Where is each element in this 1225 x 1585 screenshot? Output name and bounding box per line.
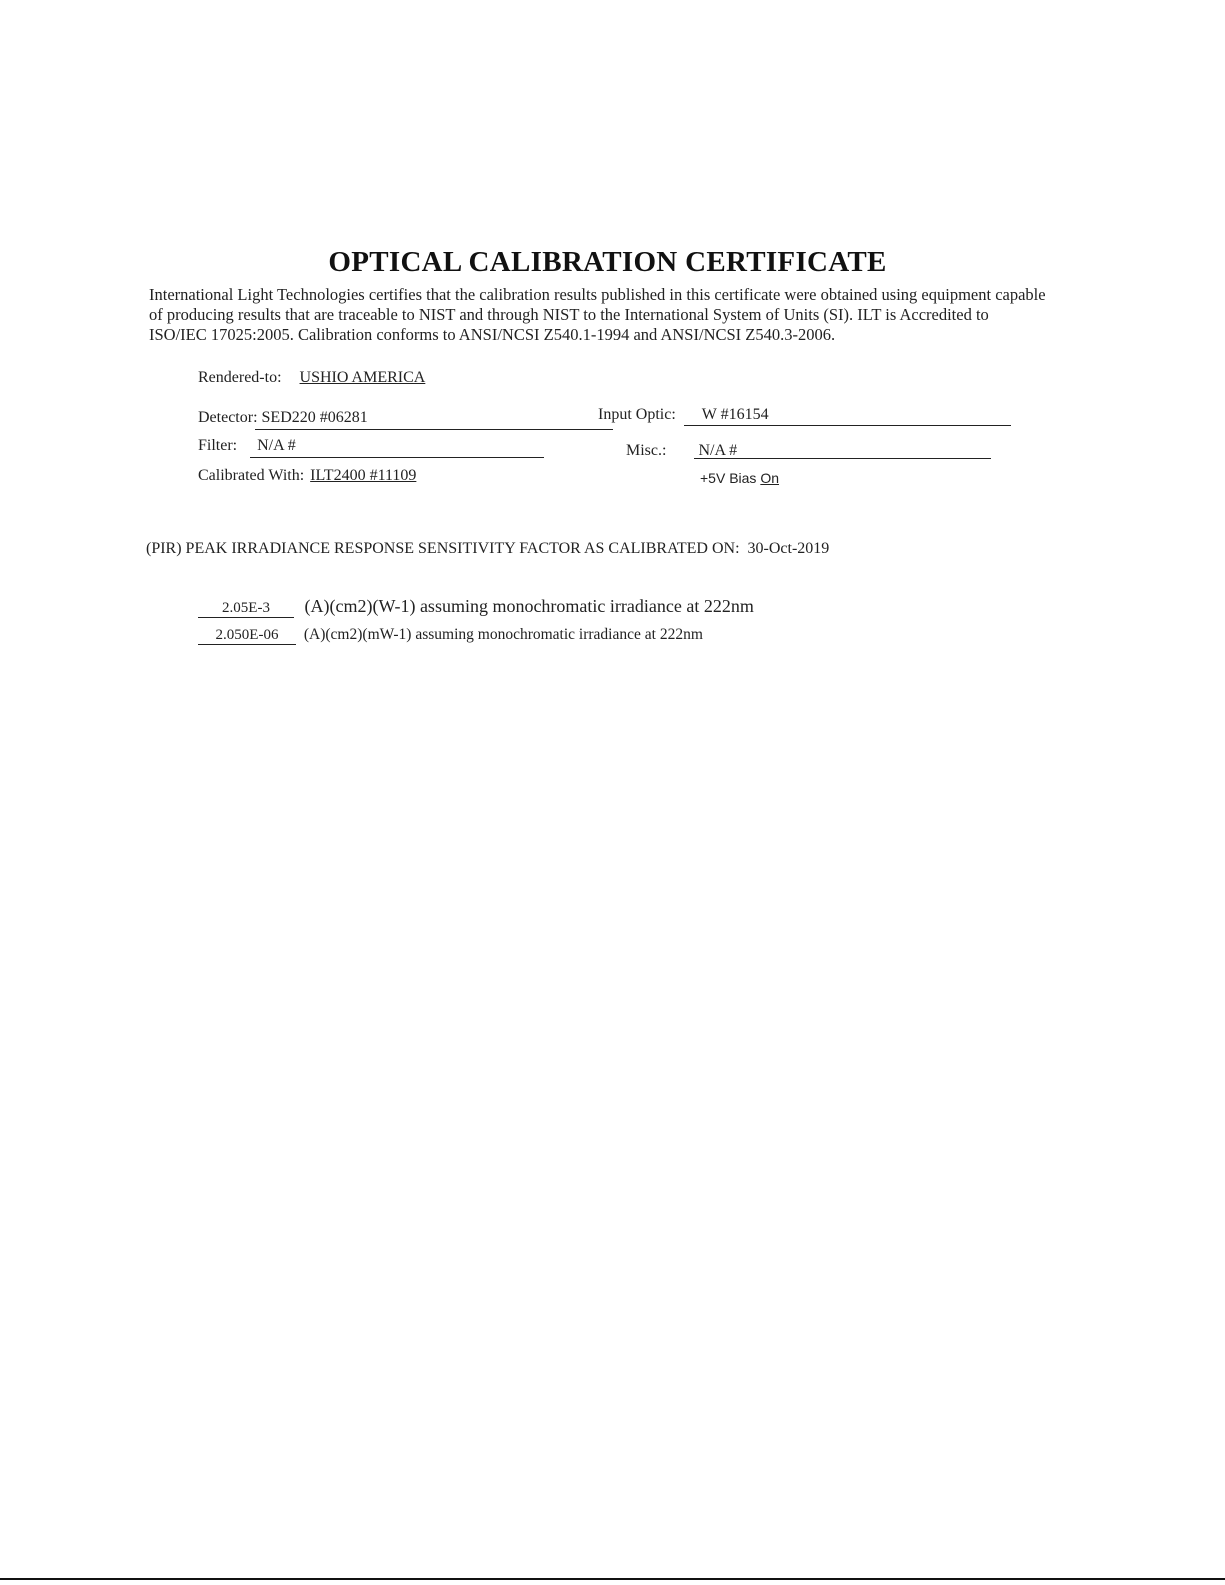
result-row-milliwatts <box>198 626 703 645</box>
pir-label: (PIR) PEAK IRRADIANCE RESPONSE SENSITIVITY FACTOR AS CALIBRATED ON: <box>146 540 740 557</box>
filter-field <box>198 437 296 455</box>
detector-label: Detector <box>198 409 254 426</box>
statement-line-3: ISO/IEC 17025:2005. Calibration conforms to ANSI/NCSI Z540.1-1994 and ANSI/NCSI Z540.3-2006. <box>149 325 836 344</box>
certificate-title: OPTICAL CALIBRATION CERTIFICATE <box>328 246 887 278</box>
detector-value: : SED220 #06281 <box>253 409 368 426</box>
input-optic-label: Input Optic: <box>598 406 676 423</box>
result-unit-watts: (A)(cm2)(W-1) assuming monochromatic irradiance at 222nm <box>304 596 754 616</box>
filter-label: Filter: <box>198 437 238 454</box>
result-unit-milliwatts: (A)(cm2)(mW-1) assuming monochromatic irradiance at 222nm <box>303 626 703 643</box>
result-value-milliwatts: 2.050E-06 <box>198 628 296 645</box>
calibrated-with-field <box>198 467 416 485</box>
input-optic-field <box>598 406 769 424</box>
page-bottom-border <box>0 1578 1225 1580</box>
result-value-watts: 2.05E-3 <box>198 601 294 618</box>
rendered-to-field <box>198 369 425 387</box>
statement-line-2: of producing results that are traceable to NIST and through NIST to the International System of Units (SI). ILT is Accredited to <box>149 305 989 324</box>
calibrated-with-label: Calibrated With: <box>198 467 305 484</box>
rendered-to-value: USHIO AMERICA <box>299 369 426 386</box>
statement-line-1: International Light Technologies certifies that the calibration results published in this certificate were obtained using equipment capable <box>149 285 1046 304</box>
filter-underline <box>250 457 544 458</box>
result-row-watts <box>198 596 754 618</box>
input-optic-underline <box>684 425 1011 426</box>
detector-underline <box>255 429 613 430</box>
detector-field <box>198 409 368 427</box>
calibration-date: 30-Oct-2019 <box>747 540 830 557</box>
calibrated-with-value: ILT2400 #11109 <box>310 467 417 484</box>
rendered-to-label: Rendered-to: <box>198 369 282 386</box>
bias-field <box>700 470 779 486</box>
misc-underline <box>694 458 991 459</box>
bias-value: On <box>760 470 780 486</box>
bias-label: +5V Bias <box>700 470 757 486</box>
input-optic-value: W #16154 <box>701 406 769 423</box>
pir-heading <box>146 540 829 558</box>
certification-statement <box>149 285 1046 345</box>
filter-value: N/A # <box>257 437 296 454</box>
misc-label: Misc.: <box>626 442 667 459</box>
misc-value: N/A # <box>698 442 738 459</box>
